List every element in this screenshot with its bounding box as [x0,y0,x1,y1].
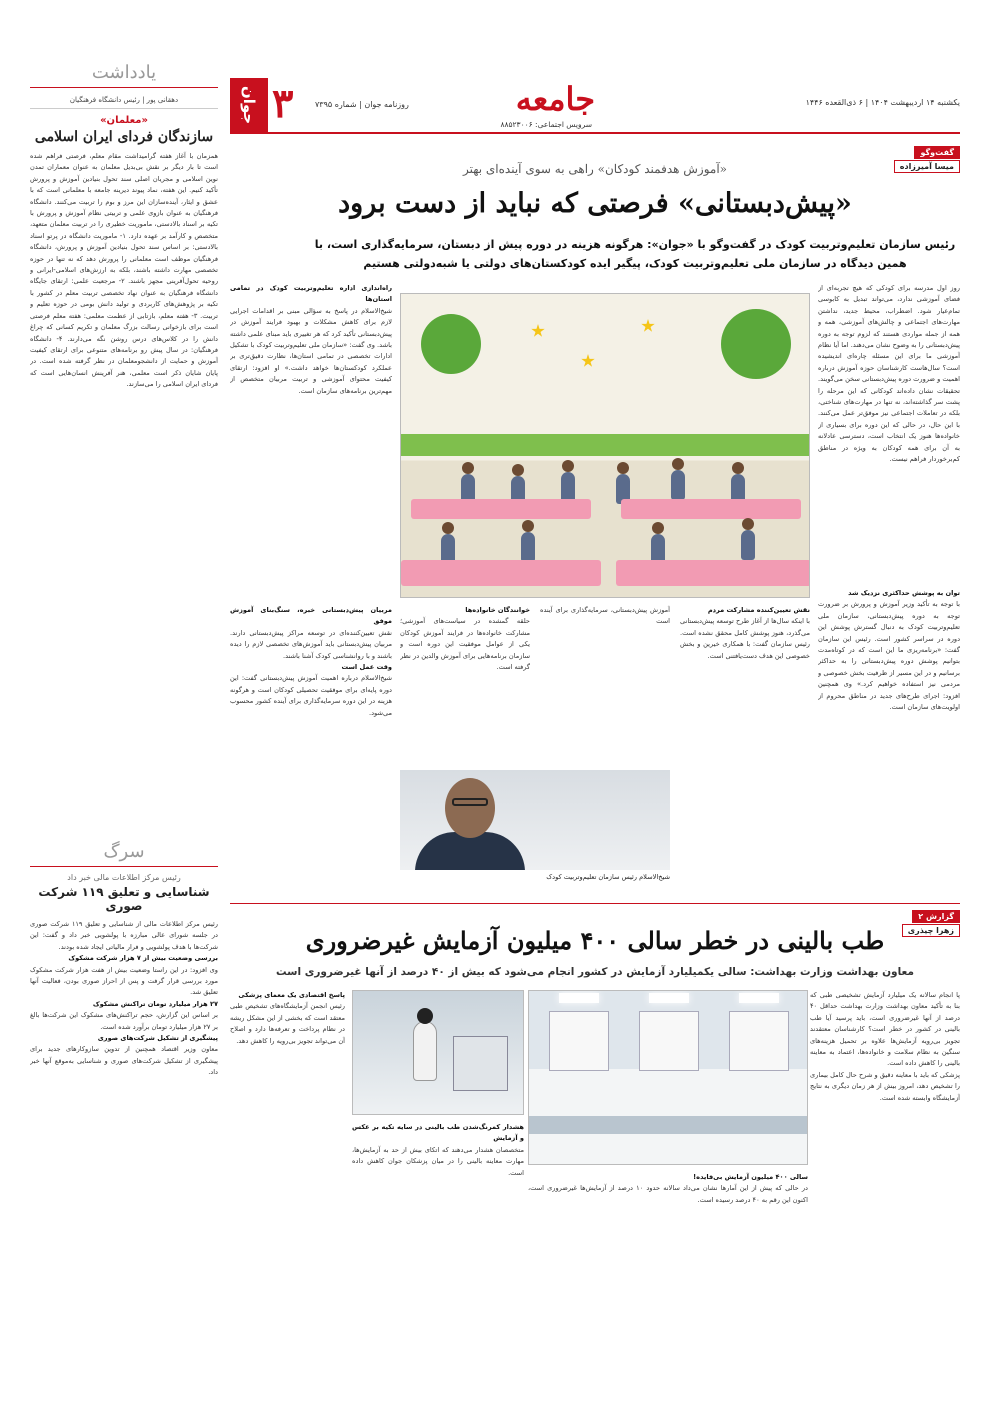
article1-title: «پیش‌دبستانی» فرصتی که نباید از دست برود [338,188,852,219]
masthead-rule [230,132,960,134]
classroom-photo [400,293,810,598]
article2-tag: گزارش ۲ [912,910,960,923]
article-divider [230,903,960,904]
ceiling-lamp [559,993,599,1003]
note-title: سازندگان فردای ایران اسلامی [34,129,214,145]
article2-subhead: سالی ۴۰۰ میلیون آزمایش بی‌فایده! [693,1173,808,1181]
article1-paragraph: با اینکه سال‌ها از آغاز طرح توسعه پیش‌دبستانی می‌گذرد، هنوز پوشش کامل محقق نشده است. رئیس سازمان گفت: با همکاری خیرین و بخش خصوصی این هدف دست‌یافتنی است. [680,617,810,660]
lab-machine [453,1036,508,1091]
article1-paragraph: حلقه گمشده در سیاست‌های آموزشی؛ مشارکت خانواده‌ها در فرایند آموزش کودکان یکی از عوامل موفقیت این دوره است و سازمان برنامه‌هایی برای آموزش والدین در نظر گرفته است. [400,617,530,672]
interviewee-portrait [400,770,670,870]
section-title: جامعه [515,80,595,118]
lab-cabinet [729,1011,789,1071]
portrait-head [445,778,495,838]
child-figure [671,470,685,500]
lab-cabinet [639,1011,699,1071]
article1-subhead: توان به پوشش حداکثری نزدیک شد [848,589,960,597]
classroom-desk [621,499,801,519]
news-subhead: پیشگیری از تشکیل شرکت‌های صوری [97,1034,218,1043]
article2-col-left [230,990,345,1397]
wall-tree-decoration [721,309,791,379]
article2-col-mid-2 [352,1122,524,1397]
child-figure [561,472,575,502]
article2-col-right [810,990,960,1390]
page-number: ۳ [272,80,294,127]
article1-paragraph: شیخ‌الاسلام در پاسخ به سؤالی مبنی بر اقدامات اجرایی لازم برای کاهش مشکلات و بهبود فرایند آموزش در پیش‌دبستانی تأکید کرد که هر تغییری باید مبنای علمی داشته باشد. وی گفت: «سازمان ملی تعلیم‌وتربیت کودک با تشکیل ادارات تخصصی در تمامی استان‌ها، نظارت دقیق‌تری بر عملکرد کودکستان‌ها خواهد داشت.» او افزود: ارتقای کیفیت محتوای آموزشی و تربیت مربیان متخصص از مهم‌ترین برنامه‌های سازمان است. [230,306,392,395]
news-body [30,919,218,1402]
portrait-glasses [452,798,488,806]
newspaper-logo: جوان [230,78,268,132]
technician-figure [413,1021,437,1081]
note-byline: دهقانی پور | رئیس دانشگاه فرهنگیان [30,96,218,109]
masthead [230,78,960,130]
news-paragraph: رئیس مرکز اطلاعات مالی از شناسایی و تعلیق ۱۱۹ شرکت صوری در جلسه شورای عالی مبارزه با پولشویی خبر داد و گفت: این شرکت‌ها با هدف پولشویی و فرار مالیاتی ایجاد شده بودند. [30,920,218,951]
article2-paragraph: پزشکی که باید با معاینه دقیق و شرح حال کامل بیماری را تشخیص دهد، امروز بیش از هر زمان دیگری به نتایج آزمایشگاه وابسته شده است. [810,1070,960,1102]
article2-col-mid [528,1172,808,1397]
classroom-desk [616,560,810,586]
article1-col-bottom-3 [540,605,670,765]
news-section [30,841,218,1402]
news-subhead: بررسی وضعیت بیش از ۷ هزار شرکت مشکوک [68,954,218,963]
article1-col-bottom-4 [680,605,810,895]
lab-technician-photo [352,990,524,1115]
article1-col-right [818,283,960,583]
news-paragraph: وی افزود: در این راستا وضعیت بیش از هفت هزار شرکت مشکوک مورد بررسی قرار گرفت و پس از احراز صوری بودن، فعالیت آنها تعلیق شد. [30,965,218,997]
section-phone: سرویس اجتماعی: ۸۸۵۲۳۰۰۶ [500,120,592,129]
article1-caption: آموزش پیش‌دبستانی، سرمایه‌گذاری برای آینده است [540,606,670,626]
article2-subhead: هشدار کمرنگ‌شدن طب بالینی در سایه تکیه بر عکس و آزمایش [352,1123,524,1143]
article1-tag: گفت‌وگو [914,146,960,159]
news-subhead: ۲۷ هزار میلیارد تومان تراکنش مشکوک [92,999,218,1008]
article1-paragraph: روز اول مدرسه برای کودکی که هیچ تجربه‌ای از فضای آموزشی ندارد، می‌تواند تبدیل به کابوسی تمام‌عیار شود. اضطراب، محیط جدید، نداشتن مهارت‌های اجتماعی و چالش‌های آموزشی، همه و همه از جمله مواردی هستند که لزوم توجه به دوره پیش‌دبستانی را به وضوح نشان می‌دهند. اما آیا نظام آموزشی ما برای این مسئله چاره‌ای اندیشیده است؟ سال‌هاست کارشناسان حوزه آموزش درباره اهمیت و ضرورت دوره پیش‌دبستانی سخن می‌گویند. تحقیقات نشان داده‌اند کودکانی که این مرحله را پشت سر گذاشته‌اند، نه تنها در مهارت‌های شناختی، بلکه در تعاملات اجتماعی نیز موفق‌تر عمل می‌کنند. با این حال، در حالی که این دوره برای بسیاری از خانواده‌ها هنوز یک انتخاب است، دسترسی عادلانه به آن برای همه کودکان به ویژه در مناطق کم‌برخوردار فراهم نیست. [818,284,960,464]
article1-paragraph: با توجه به تأکید وزیر آموزش و پرورش بر ضرورت توجه به دوره پیش‌دبستانی، سازمان ملی تعلیم‌وتربیت کودک به دنبال گسترش پوشش این دوره در سراسر کشور است. رئیس این سازمان گفت: «برنامه‌ریزی ما این است که در کوتاه‌مدت بتوانیم پوشش دوره پیش‌دبستانی را به حداکثر برسانیم و در این مسیر از ظرفیت بخش خصوصی و مردمی نیز استفاده خواهیم کرد.» وی همچنین افزود: اجرای طرح‌های جدید در مناطق محروم از اولویت‌های سازمان است. [818,600,960,712]
child-figure [741,530,755,560]
article2-subhead: پاسخ اقتصادی یک معمای پزشکی [238,991,345,999]
laboratory-photo [528,990,808,1165]
ceiling-lamp [649,993,689,1003]
wall-tree-decoration [421,314,481,374]
news-paragraph: بر اساس این گزارش، حجم تراکنش‌های مشکوک این شرکت‌ها بالغ بر ۲۷ هزار میلیارد تومان برآورد شده است. [30,1011,218,1031]
article1-subhead: راه‌اندازی اداره تعلیم‌وتربیت کودک در تمامی استان‌ها [230,284,392,304]
ceiling-lamp [739,993,779,1003]
article2-paragraph: پا انجام سالانه یک میلیارد آزمایش تشخیصی طبی که بنا به تأکید معاون بهداشت وزارت بهداشت حداقل ۴۰ درصد از آنها غیرضروری است، باید پرسید آیا طب بالینی در کشور در خطر است؟ کارشناسان معتقدند تجویز بی‌رویه آزمایش‌ها علاوه بر تحمیل هزینه‌های سنگین به نظام سلامت و خانواده‌ها، اعتماد به معاینه بالینی را کاهش داده است. [810,991,960,1068]
article1-col-bottom-2 [400,605,530,765]
article1-author: میسا آمیرزاده [894,160,960,173]
article2-title: طب بالینی در خطر سالی ۴۰۰ میلیون آزمایش غیرضروری [305,926,885,955]
note-body: همزمان با آغاز هفته گرامیداشت مقام معلم، فرصتی فراهم شده است تا بار دیگر بر نقش بی‌بدیل معلمان به عنوان معماران تمدن نوین اسلامی و مجریان اصلی سند تحول بنیادین آموزش و پرورش تأکید کنیم. این هفته، نماد پیوند دیرینه جامعه با معلمانی است که با عشق و ایثار، آینده‌سازان این مرز و بوم را تربیت می‌کنند. دانشگاه فرهنگیان به عنوان بازوی علمی و تربیتی نظام آموزش و پرورش با تکیه بر اسناد بالادستی، ماموریت خطیری را در تربیت معلمان متعهد، متخصص و کارآمد بر عهده دارد. ۱- ماموریت دانشگاه در پرتو اسناد بالادستی: بر اساس سند تحول بنیادین آموزش و پرورش، دانشگاه فرهنگیان موظف است معلمانی را پرورش دهد که نه تنها در حوزه تخصصی مهارت داشته باشند، بلکه به ارزش‌های اسلامی-ایرانی و روحیه تحول‌آفرینی مجهز باشند. ۲- مرجعیت علمی: ارتقای جایگاه دانشگاه فرهنگیان به عنوان نهاد تخصصی تربیت معلم در کشور با تکیه بر پژوهش‌های کاربردی و تولید دانش بومی در حوزه تعلیم و تربیت. ۳- هفته معلم، بازتابی از عظمت معلمی: هفته معلم فرصتی است برای بازخوانی رسالت بزرگ معلمان و تکریم کسانی که چراغ دانش را در کلاس‌های درس روشن نگه می‌دارند. ۴- دانشگاه فرهنگیان: در سال پیش رو برنامه‌های متنوعی برای ارتقای کیفیت آموزش و حمایت از دانشجومعلمان در نظر گرفته شده است. در پایان شایان ذکر است معلمی، هنر آفرینش انسان‌هایی است که فردای ایران اسلامی را می‌سازند. [30,152,218,389]
wall-star-decoration [641,319,655,333]
article2-paragraph: متخصصان هشدار می‌دهند که اتکای بیش از حد به آزمایش‌ها، مهارت معاینه بالینی را در میان پزشکان جوان کاهش داده است. [352,1145,524,1177]
article1-subhead: خوانندگان خانواده‌ها [465,606,530,614]
issue-number: روزنامه جوان | شماره ۷۳۹۵ [315,100,409,109]
article2-lead: معاون بهداشت وزارت بهداشت: سالی یکمیلیارد آزمایش در کشور انجام می‌شود که بیش از ۴۰ درصد از آنها غیرضروری است [276,966,914,978]
wall-strip [401,434,809,456]
wall-star-decoration [581,354,595,368]
news-kicker: رئیس مرکز اطلاعات مالی خبر داد [67,873,181,882]
classroom-desk [411,499,591,519]
child-figure [521,532,535,562]
article1-subhead: وقت عمل است [341,663,392,672]
article1-paragraph: نقش تعیین‌کننده‌ای در توسعه مراکز پیش‌دبستانی دارند. مربیان پیش‌دبستانی باید آموزش‌های تخصصی لازم را دیده باشند و با روانشناسی کودک آشنا باشند. [230,628,392,660]
article1-kicker: «آموزش هدفمند کودکان» راهی به سوی آینده‌ای بهتر [462,162,728,176]
article1-col-bottom-1 [230,605,392,895]
issue-date: یکشنبه ۱۴ اردیبهشت ۱۴۰۴ | ۶ ذی‌القعده ۱۴۴۶ [805,98,960,107]
portrait-caption: شیخ‌الاسلام رئیس سازمان تعلیم‌وتربیت کودک [546,873,670,881]
note-kicker: «معلمان» [100,115,148,126]
lab-cabinet [549,1011,609,1071]
article1-subhead: نقش تعیین‌کننده مشارکت مردم [707,606,810,614]
news-section-label: سرگ [30,841,218,867]
news-title: شناسایی و تعلیق ۱۱۹ شرکت صوری [38,885,210,913]
article2-author: زهرا چیذری [902,924,960,937]
lab-bench [529,1116,807,1134]
left-column [30,62,218,1402]
article2-paragraph: در حالی که پیش از این آمارها نشان می‌داد سالانه حدود ۱۰ درصد از آزمایش‌ها غیرضروری است، اکنون این رقم به ۴۰ درصد رسیده است. [528,1184,808,1204]
article1-lead: رئیس سازمان تعلیم‌وتربیت کودک در گفت‌وگو با «جوان»: هرگونه هزینه در دوره پیش از دبستان، سرمایه‌گذاری است، با همین دیدگاه در سازمان ملی تعلیم‌وتربیت کودک، پیگیر ایده کودکستان‌های دولتی یا شبه‌دولتی هستیم [314,238,956,270]
article2-paragraph: رئیس انجمن آزمایشگاه‌های تشخیص طبی معتقد است که بخشی از این مشکل ریشه در نظام پرداخت و تعرفه‌ها دارد و اصلاح آن می‌تواند تجویز بی‌رویه را کاهش دهد. [230,1002,345,1045]
article1-subhead: مربیان پیش‌دبستانی خبره، سنگ‌بنای آموزش موفق [230,606,392,626]
news-paragraph: معاون وزیر اقتصاد همچنین از تدوین سازوکارهای جدید برای پیشگیری از تشکیل شرکت‌های صوری و شناسایی به‌موقع آنها خبر داد. [30,1045,218,1077]
wall-star-decoration [531,324,545,338]
article1-paragraph: شیخ‌الاسلام درباره اهمیت آموزش پیش‌دبستانی گفت: این دوره پایه‌ای برای موفقیت تحصیلی کودکان است و هرگونه هزینه در این دوره سرمایه‌گذاری برای آینده کشور محسوب می‌شود. [230,674,392,717]
classroom-desk [401,560,601,586]
note-section-label: یادداشت [30,62,218,88]
article1-col-left [230,283,392,598]
article1-col-right-2 [818,588,960,894]
